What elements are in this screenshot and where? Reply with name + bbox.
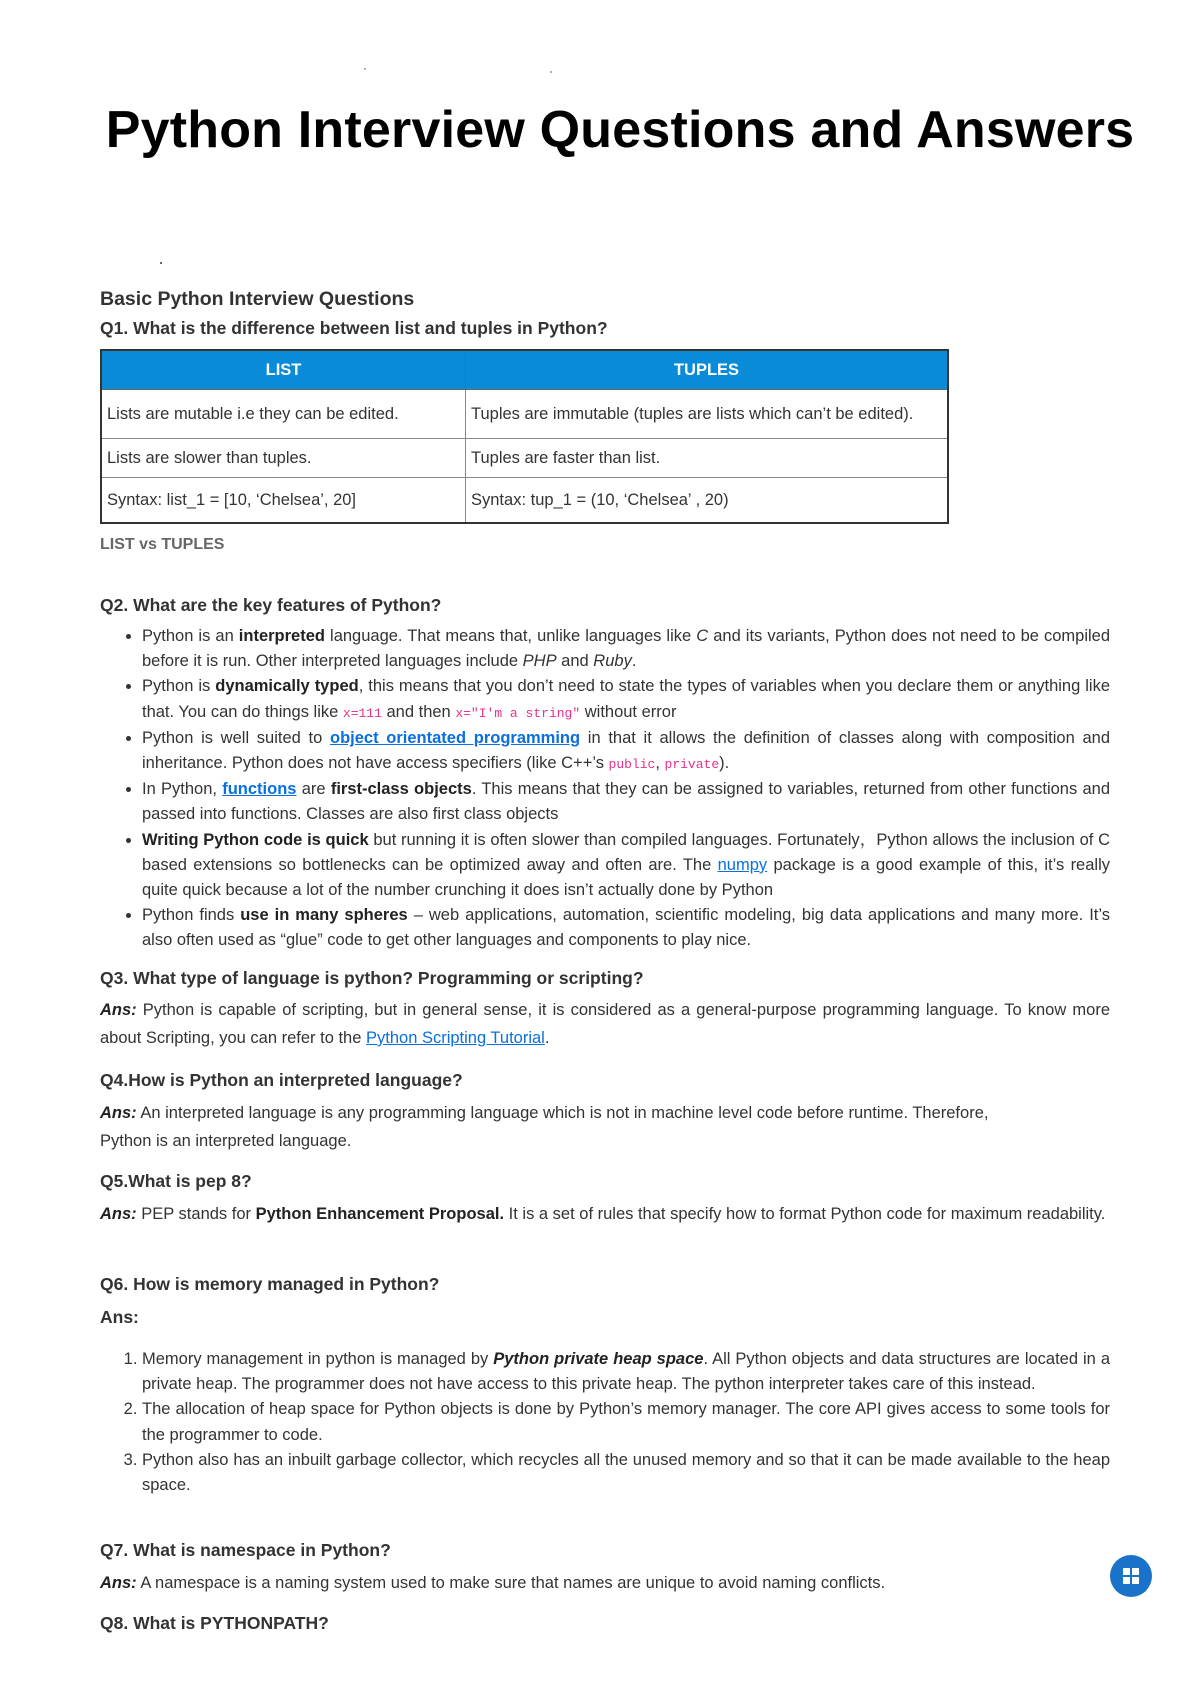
q2-question: Q2. What are the key features of Python? bbox=[100, 595, 442, 615]
list-item bbox=[142, 1448, 1110, 1498]
text-segment: but running it is often slower than compiled languages. Fortunately，Python allows the inclusion of C based extensions so bottlenecks can be optimized away and often are. The bbox=[142, 830, 1110, 874]
text-segment: Memory management in python is managed by bbox=[142, 1350, 494, 1368]
inline-code: public bbox=[608, 757, 656, 773]
text-segment: . All Python objects and data structures are located in a private heap. The programmer does not have access to this private heap. The python interpreter takes care of this instead. bbox=[142, 1350, 1110, 1394]
inline-code: x=111 bbox=[342, 705, 382, 721]
table-cell: Tuples are faster than list. bbox=[466, 439, 949, 478]
table-row bbox=[101, 390, 948, 439]
q1-question: Q1. What is the difference between list and tuples in Python? bbox=[100, 318, 608, 338]
q6-memory-list bbox=[100, 1347, 1110, 1498]
bold-italic-text: Python private heap space bbox=[493, 1350, 704, 1368]
table-cell: Syntax: list_1 = [10, ‘Chelsea’, 20] bbox=[101, 478, 466, 524]
inline-code: x="I'm a string" bbox=[455, 705, 581, 721]
bold-italic-text: Ans: bbox=[100, 1574, 137, 1592]
list-item bbox=[142, 624, 1110, 674]
q3-answer bbox=[100, 996, 1110, 1052]
section-heading: Basic Python Interview Questions bbox=[100, 288, 415, 310]
q7-answer bbox=[100, 1569, 1110, 1597]
text-segment: . bbox=[544, 1029, 550, 1047]
bold-text: Writing Python code is quick bbox=[142, 830, 369, 849]
table-caption: LIST vs TUPLES bbox=[100, 536, 225, 553]
inline-link[interactable]: object orientated programming bbox=[330, 728, 581, 747]
list-item bbox=[142, 777, 1110, 827]
bold-italic-text: Ans: bbox=[100, 1104, 137, 1122]
q5-answer bbox=[100, 1200, 1110, 1228]
text-segment: An interpreted language is any programming language which is not in machine level code before runtime. Therefore, bbox=[136, 1104, 989, 1122]
bold-italic-text: Ans: bbox=[100, 1205, 137, 1223]
table-row bbox=[101, 439, 948, 478]
text-segment: in that it allows the definition of classes along with composition and inheritance. Python does not have access specifiers (like C++’s bbox=[142, 728, 1111, 773]
table-cell: Lists are mutable i.e they can be edited. bbox=[101, 390, 466, 439]
text-segment: , this means that you don’t need to state the types of variables when you declare them or anything like that. You can do things like bbox=[142, 677, 1110, 721]
text-segment: Python also has an inbuilt garbage collector, which recycles all the unused memory and so that it can be made available to the heap space. bbox=[142, 1450, 1110, 1495]
text-segment: Python is an interpreted language. bbox=[100, 1132, 352, 1150]
bold-text: first-class objects bbox=[330, 780, 472, 799]
text-segment: – web applications, automation, scientific modeling, big data applications and many more. It’s also often used as “glue” code to get other languages and components to play nice. bbox=[142, 906, 1110, 950]
text-segment: and its variants, Python does not need to be compiled before it is run. Other interpreted languages include bbox=[142, 627, 1111, 671]
text-segment: . bbox=[631, 652, 637, 671]
italic-text: C bbox=[696, 627, 709, 645]
bold-italic-text: Ans: bbox=[100, 1001, 137, 1019]
italic-text: Ruby bbox=[593, 652, 632, 671]
table-row bbox=[101, 478, 948, 524]
table-header-tuples: TUPLES bbox=[466, 350, 949, 390]
text-segment: Python is bbox=[142, 677, 216, 696]
q7-question: Q7. What is namespace in Python? bbox=[100, 1540, 391, 1560]
table-cell: Tuples are immutable (tuples are lists which can’t be edited). bbox=[466, 390, 949, 439]
text-segment: package is a good example of this, it’s really quite quick because a lot of the number crunching it does isn’t actually done by Python bbox=[142, 855, 1110, 900]
list-item bbox=[142, 674, 1110, 725]
bold-text: dynamically typed bbox=[215, 677, 359, 696]
text-segment: language. That means that, unlike languages like bbox=[324, 627, 697, 645]
q8-question: Q8. What is PYTHONPATH? bbox=[100, 1613, 329, 1633]
q6-ans-label: Ans: bbox=[100, 1307, 139, 1327]
text-segment: ). bbox=[719, 754, 730, 773]
q2-features-list bbox=[100, 624, 1110, 954]
inline-code: private bbox=[664, 757, 720, 773]
grid-apps-icon bbox=[1123, 1568, 1139, 1584]
bold-text: use in many spheres bbox=[240, 906, 408, 925]
q4-question: Q4.How is Python an interpreted language? bbox=[100, 1070, 463, 1090]
bold-text: interpreted bbox=[238, 627, 325, 645]
list-item bbox=[142, 1347, 1110, 1397]
q4-answer bbox=[100, 1099, 1110, 1155]
inline-link[interactable]: numpy bbox=[717, 855, 768, 874]
text-segment: A namespace is a naming system used to make sure that names are unique to avoid naming conflicts. bbox=[136, 1574, 886, 1592]
page-title: Python Interview Questions and Answers bbox=[105, 101, 1135, 159]
text-segment: Python is an bbox=[142, 627, 239, 645]
list-vs-tuples-table bbox=[100, 349, 949, 524]
text-segment: and bbox=[556, 652, 594, 671]
text-segment: . This means that they can be assigned to variables, returned from other functions and passed into functions. Classes are also first class objects bbox=[142, 780, 1111, 824]
list-item bbox=[142, 1397, 1110, 1447]
q6-question: Q6. How is memory managed in Python? bbox=[100, 1274, 440, 1294]
text-segment: Python is capable of scripting, but in general sense, it is considered as a general-purpose programming language. To know more about Scripting, you can refer to the bbox=[100, 1001, 1110, 1047]
text-segment: PEP stands for bbox=[136, 1205, 256, 1223]
q3-question: Q3. What type of language is python? Programming or scripting? bbox=[100, 968, 644, 988]
text-segment: Python is well suited to bbox=[142, 728, 330, 747]
text-segment: and then bbox=[381, 702, 456, 721]
text-segment: In Python, bbox=[142, 780, 223, 799]
list-item bbox=[142, 726, 1110, 777]
stray-dot bbox=[550, 71, 552, 73]
apps-grid-button[interactable] bbox=[1110, 1555, 1152, 1597]
list-item bbox=[142, 903, 1110, 953]
table-cell: Lists are slower than tuples. bbox=[101, 439, 466, 478]
bold-text: Python Enhancement Proposal. bbox=[255, 1205, 505, 1223]
q5-question: Q5.What is pep 8? bbox=[100, 1171, 252, 1191]
inline-link[interactable]: Python Scripting Tutorial bbox=[366, 1029, 545, 1047]
stray-dot bbox=[160, 262, 162, 264]
text-segment: , bbox=[655, 754, 665, 773]
stray-dot bbox=[364, 68, 366, 70]
text-segment: without error bbox=[580, 702, 677, 721]
list-item bbox=[142, 828, 1110, 904]
text-segment: Python finds bbox=[142, 906, 241, 925]
italic-text: PHP bbox=[522, 652, 557, 671]
text-segment: It is a set of rules that specify how to format Python code for maximum readability. bbox=[504, 1205, 1106, 1223]
inline-link[interactable]: functions bbox=[222, 780, 297, 799]
text-segment: The allocation of heap space for Python objects is done by Python’s memory manager. The core API gives access to some tools for the programmer to code. bbox=[142, 1400, 1110, 1444]
table-header-list: LIST bbox=[101, 350, 466, 390]
text-segment: are bbox=[296, 780, 331, 799]
table-cell: Syntax: tup_1 = (10, ‘Chelsea’ , 20) bbox=[466, 478, 949, 524]
